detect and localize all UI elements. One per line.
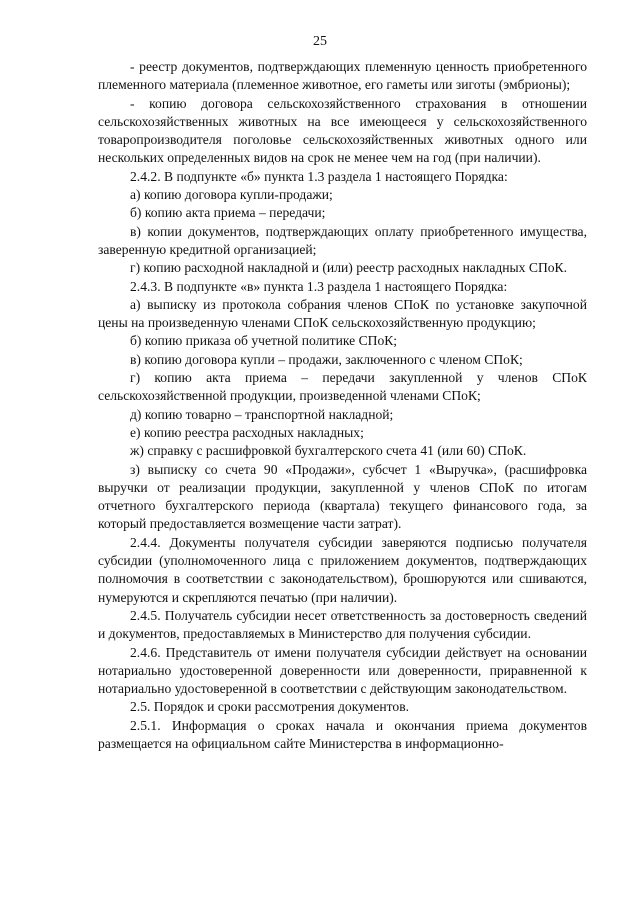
paragraph-2-4-4: 2.4.4. Документы получателя субсидии заверяются подписью получателя субсидии (уполномоченного лица с приложением документов, подтверждающих полномочия в соответствии с законодательством), брошюруются или сшиваются, нумеруются и скрепляются печатью (при наличии). xyxy=(98,534,587,605)
list-item-2-4-3-z: з) выписку со счета 90 «Продажи», субсчет 1 «Выручка», (расшифровка выручки от реализации продукции, закупленной у членов СПоК по итогам отчетного бухгалтерского периода (квартала) текущего финансового года, за который предоставляется возмещение части затрат). xyxy=(98,461,587,532)
list-item-2-4-2-v: в) копии документов, подтверждающих оплату приобретенного имущества, заверенную кредитной организацией; xyxy=(98,223,587,257)
list-item-2-4-3-d: д) копию товарно – транспортной накладной; xyxy=(130,406,394,422)
list-item-2-4-3-a: а) выписку из протокола собрания членов СПоК по установке закупочной цены на произведенную членами СПоК сельскохозяйственную продукцию; xyxy=(98,296,587,331)
paragraph-insurance-contract: - копию договора сельскохозяйственного страхования в отношении сельскохозяйственных животных на все имеющееся у сельскохозяйственного товаропроизводителя поголовье сельскохозяйственных животных одного или нескольких определенных видов на срок не менее чем на год (при наличии). xyxy=(98,95,587,166)
paragraph-2-5-heading: 2.5. Порядок и сроки рассмотрения документов. xyxy=(130,699,410,715)
body-text xyxy=(98,58,587,753)
list-item-2-4-3-e: е) копию реестра расходных накладных; xyxy=(130,424,364,440)
list-item-2-4-2-g: г) копию расходной накладной и (или) реестр расходных накладных СПоК. xyxy=(130,260,568,276)
list-item-2-4-3-zh: ж) справку с расшифровкой бухгалтерского счета 41 (или 60) СПоК. xyxy=(130,443,527,459)
paragraph-2-4-3-heading: 2.4.3. В подпункте «в» пункта 1.3 раздела 1 настоящего Порядка: xyxy=(130,278,508,294)
paragraph-breeding-registry: - реестр документов, подтверждающих племенную ценность приобретенного племенного материала (племенное животное, его гаметы или зиготы (эмбрионы); xyxy=(98,59,587,93)
page-number: 25 xyxy=(313,34,327,49)
paragraph-2-4-6: 2.4.6. Представитель от имени получателя субсидии действует на основании нотариально удостоверенной доверенности или доверенности, приравненной к нотариально удостоверенной в соответствии с действующим законодательством. xyxy=(98,644,587,697)
list-item-2-4-2-b: б) копию акта приема – передачи; xyxy=(130,205,326,221)
list-item-2-4-3-v: в) копию договора купли – продажи, заключенного с членом СПоК; xyxy=(130,351,523,367)
list-item-2-4-2-a: а) копию договора купли-продажи; xyxy=(130,187,333,203)
paragraph-2-4-2-heading: 2.4.2. В подпункте «б» пункта 1.3 раздела 1 настоящего Порядка: xyxy=(130,168,508,184)
paragraph-2-5-1: 2.5.1. Информация о сроках начала и окончания приема документов размещается на официальном сайте Министерства в информационно- xyxy=(98,717,587,751)
list-item-2-4-3-g: г) копию акта приема – передачи закупленной у членов СПоК сельскохозяйственной продукции, произведенной членами СПоК; xyxy=(98,370,587,404)
list-item-2-4-3-b: б) копию приказа об учетной политике СПоК; xyxy=(130,333,398,349)
paragraph-2-4-5: 2.4.5. Получатель субсидии несет ответственность за достоверность сведений и документов, предоставляемых в Министерство для получения субсидии. xyxy=(98,607,587,642)
